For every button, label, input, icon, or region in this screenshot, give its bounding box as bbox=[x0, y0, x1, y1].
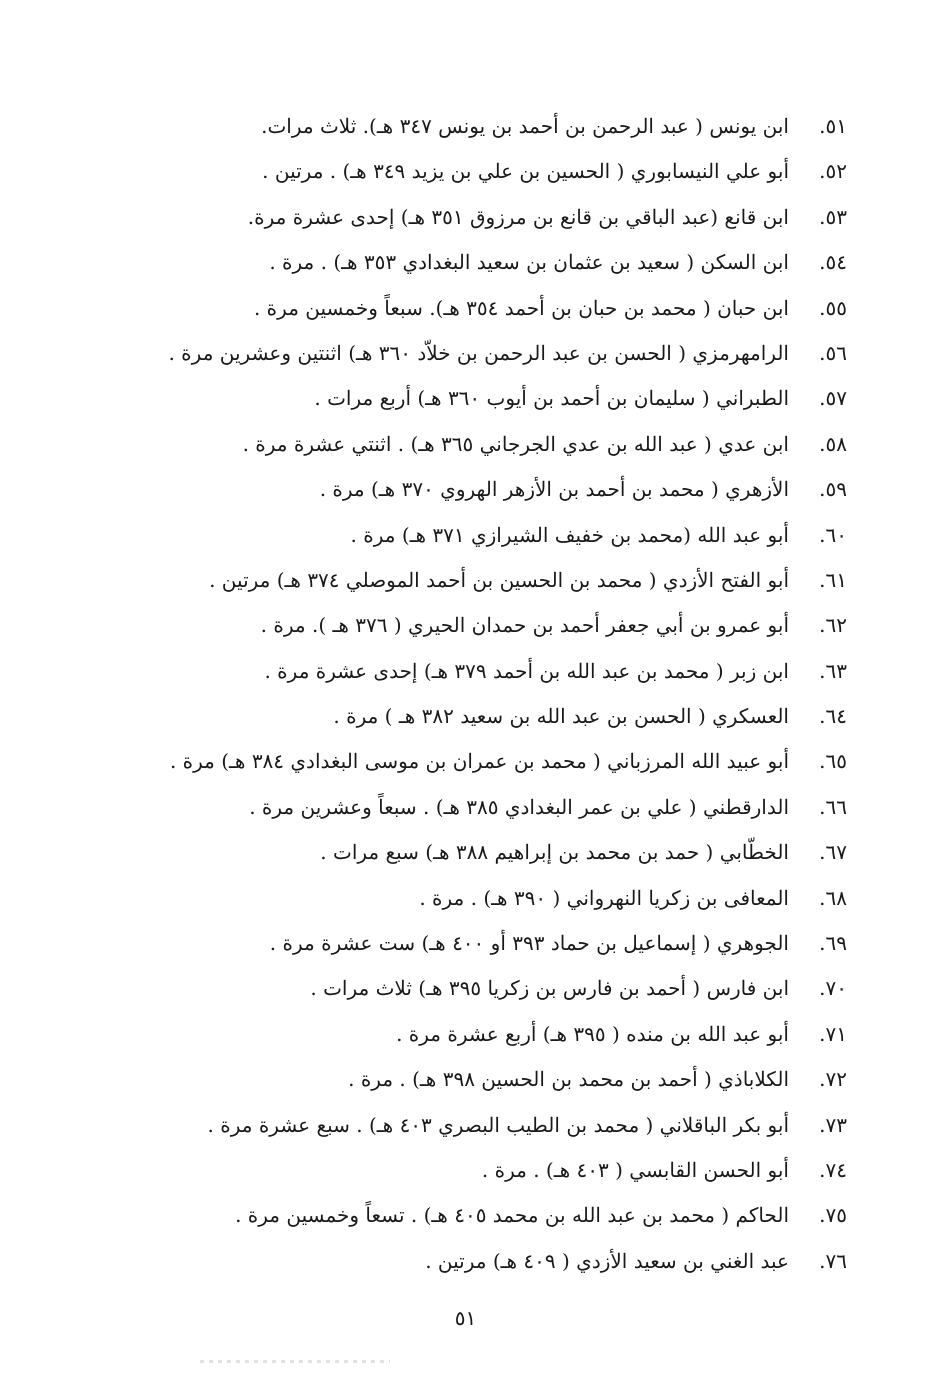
list-item bbox=[47, 104, 847, 149]
list-item bbox=[47, 513, 847, 558]
list-item bbox=[47, 694, 847, 739]
entry-number: ٥٦. bbox=[819, 340, 847, 365]
entry-number: ٥٢. bbox=[819, 159, 847, 184]
entry-text: الطبراني ( سليمان بن أحمد بن أيوب ٣٦٠ هـ) أربع مرات . bbox=[314, 386, 789, 411]
entry-text: ابن زبر ( محمد بن عبد الله بن أحمد ٣٧٩ هـ) إحدى عشرة مرة . bbox=[264, 658, 789, 683]
list-item bbox=[47, 1057, 847, 1102]
list-item bbox=[47, 376, 847, 421]
list-item bbox=[47, 603, 847, 648]
page-number: ٥١ bbox=[454, 1306, 477, 1330]
entry-number: ٥٣. bbox=[819, 204, 847, 229]
list-item bbox=[47, 331, 847, 376]
entry-text: الدارقطني ( علي بن عمر البغدادي ٣٨٥ هـ) . سبعاً وعشرين مرة . bbox=[249, 794, 789, 819]
entry-text: المعافى بن زكريا النهرواني ( ٣٩٠ هـ) . مرة . bbox=[419, 885, 789, 910]
list-item bbox=[47, 830, 847, 875]
entry-number: ٦٩. bbox=[819, 931, 847, 956]
entry-text: ابن قانع (عبد الباقي بن قانع بن مرزوق ٣٥١ هـ) إحدى عشرة مرة. bbox=[247, 204, 789, 229]
entry-text: ابن السكن ( سعيد بن عثمان بن سعيد البغدادي ٣٥٣ هـ) . مرة . bbox=[269, 250, 789, 275]
entry-text: ابن عدي ( عبد الله بن عدي الجرجاني ٣٦٥ هـ) . اثنتي عشرة مرة . bbox=[242, 431, 789, 456]
list-item bbox=[47, 195, 847, 240]
entry-text: ابن حبان ( محمد بن حبان بن أحمد ٣٥٤ هـ). سبعاً وخمسين مرة . bbox=[253, 295, 789, 320]
entry-number: ٥١. bbox=[819, 114, 847, 138]
list-item bbox=[47, 785, 847, 830]
entry-text: الخطّابي ( حمد بن محمد بن إبراهيم ٣٨٨ هـ) سبع مرات . bbox=[320, 840, 789, 865]
entry-text: أبو عبد الله (محمد بن خفيف الشيرازي ٣٧١ هـ) مرة . bbox=[350, 522, 789, 547]
entry-number: ٦٠. bbox=[819, 522, 847, 547]
list-item bbox=[47, 1148, 847, 1193]
entry-number: ٧٤. bbox=[819, 1157, 847, 1182]
entry-text: الرامهرمزي ( الحسن بن عبد الرحمن بن خلاّد ٣٦٠ هـ) اثنتين وعشرين مرة . bbox=[168, 340, 789, 365]
list-item bbox=[47, 1012, 847, 1057]
entry-number: ٦٤. bbox=[819, 704, 847, 729]
list-item bbox=[47, 1193, 847, 1238]
list-item bbox=[47, 1103, 847, 1148]
list-item bbox=[47, 422, 847, 467]
entry-number: ٥٨. bbox=[819, 431, 847, 456]
entry-number: ٦٥. bbox=[819, 749, 847, 774]
entries-list bbox=[47, 104, 847, 1284]
entry-text: أبو الحسن القابسي ( ٤٠٣ هـ) . مرة . bbox=[481, 1157, 789, 1182]
entry-text: ابن فارس ( أحمد بن فارس بن زكريا ٣٩٥ هـ) ثلاث مرات . bbox=[310, 976, 789, 1001]
list-item bbox=[47, 467, 847, 512]
entry-text: عبد الغني بن سعيد الأزدي ( ٤٠٩ هـ) مرتين . bbox=[425, 1248, 789, 1273]
entry-number: ٦٨. bbox=[819, 885, 847, 910]
entry-number: ٧١. bbox=[819, 1021, 847, 1046]
entry-text: الحاكم ( محمد بن عبد الله بن محمد ٤٠٥ هـ) . تسعاً وخمسين مرة . bbox=[235, 1203, 789, 1228]
entry-number: ٧٣. bbox=[819, 1112, 847, 1137]
entry-number: ٦٧. bbox=[819, 840, 847, 865]
entry-text: الأزهري ( محمد بن أحمد بن الأزهر الهروي ٣٧٠ هـ) مرة . bbox=[319, 477, 789, 502]
list-item bbox=[47, 149, 847, 194]
entry-number: ٦٣. bbox=[819, 658, 847, 683]
entry-text: أبو علي النيسابوري ( الحسين بن علي بن يزيد ٣٤٩ هـ) . مرتين . bbox=[262, 159, 789, 184]
entry-number: ٦٦. bbox=[819, 794, 847, 819]
entry-text: أبو عبيد الله المرزباني ( محمد بن عمران بن موسى البغدادي ٣٨٤ هـ) مرة . bbox=[169, 749, 789, 774]
entry-text: الجوهري ( إسماعيل بن حماد ٣٩٣ أو ٤٠٠ هـ) ست عشرة مرة . bbox=[269, 931, 789, 956]
entry-number: ٥٧. bbox=[819, 386, 847, 411]
entry-number: ٥٥. bbox=[819, 295, 847, 320]
list-item bbox=[47, 558, 847, 603]
entry-number: ٦٢. bbox=[819, 613, 847, 638]
list-item bbox=[47, 649, 847, 694]
entry-text: أبو عبد الله بن منده ( ٣٩٥ هـ) أربع عشرة مرة . bbox=[396, 1021, 789, 1046]
entry-number: ٦١. bbox=[819, 567, 847, 592]
list-item bbox=[47, 1239, 847, 1284]
list-item bbox=[47, 286, 847, 331]
entry-number: ٥٤. bbox=[819, 250, 847, 275]
list-item bbox=[47, 921, 847, 966]
entry-number: ٧٦. bbox=[819, 1248, 847, 1273]
list-item bbox=[47, 739, 847, 784]
entry-number: ٧٠. bbox=[819, 976, 847, 1001]
entry-text: أبو بكر الباقلاني ( محمد بن الطيب البصري ٤٠٣ هـ) . سبع عشرة مرة . bbox=[207, 1112, 789, 1137]
entry-number: ٧٢. bbox=[819, 1067, 847, 1092]
scan-artifact bbox=[200, 1360, 390, 1363]
entry-text: العسكري ( الحسن بن عبد الله بن سعيد ٣٨٢ هـ ) مرة . bbox=[333, 704, 789, 729]
entry-text: الكلاباذي ( أحمد بن محمد بن الحسين ٣٩٨ هـ) . مرة . bbox=[348, 1067, 789, 1092]
list-item bbox=[47, 240, 847, 285]
entry-number: ٧٥. bbox=[819, 1203, 847, 1228]
list-item bbox=[47, 966, 847, 1011]
entry-number: ٥٩. bbox=[819, 477, 847, 502]
entry-text: ابن يونس ( عبد الرحمن بن أحمد بن يونس ٣٤٧ هـ). ثلاث مرات. bbox=[261, 114, 789, 138]
entry-text: أبو الفتح الأزدي ( محمد بن الحسين بن أحمد الموصلي ٣٧٤ هـ) مرتين . bbox=[209, 567, 789, 592]
entry-text: أبو عمرو بن أبي جعفر أحمد بن حمدان الحيري ( ٣٧٦ هـ ). مرة . bbox=[260, 613, 789, 638]
list-item bbox=[47, 876, 847, 921]
